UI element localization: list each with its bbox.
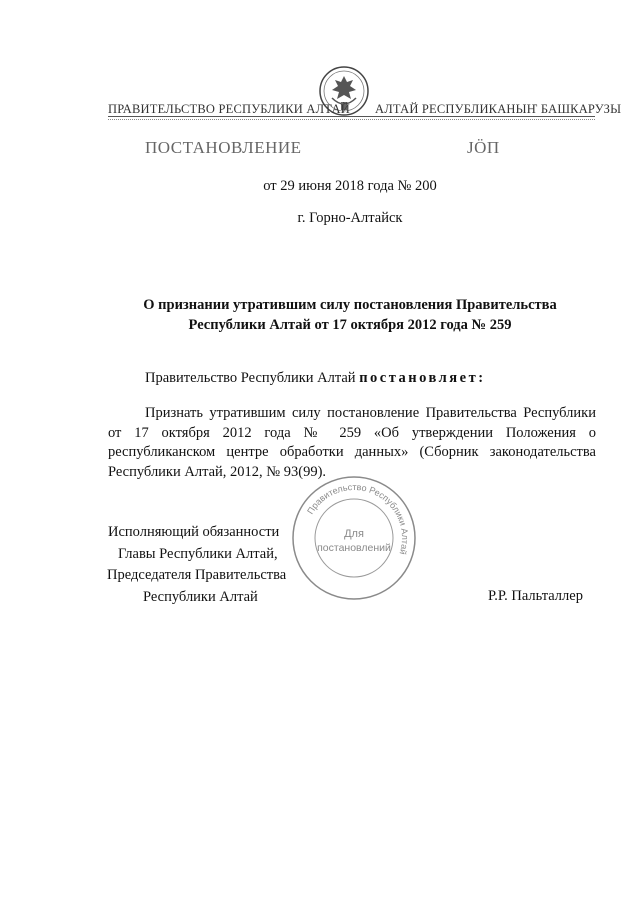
signature-line-1: Исполняющий обязанности [108,524,280,540]
body-paragraph: Признать утратившим силу постановление Правительства Республики от 17 октября 2012 года № 259 «Об утверждении Положения о республиканском центре обработки данных» (Сборник законодательства Республики Алтай, 2012, № 93(99). [108,405,596,480]
stamp-center-line-1: Для [344,528,364,540]
signatory-name: Р.Р. Пальталлер [488,588,583,604]
official-stamp [290,474,418,602]
title-line-1: О признании утратившим силу постановления Правительства [143,297,557,313]
title-line-2: Республики Алтай от 17 октября 2012 года № 259 [188,317,512,333]
date-line: от 29 июня 2018 года № 200 [263,178,437,194]
preamble-verb: постановляет: [359,370,486,386]
stamp-center-line-2: постановлений [317,542,391,554]
header-divider-dotted [108,119,595,120]
city-line: г. Горно-Алтайск [297,210,403,226]
preamble-prefix: Правительство Республики Алтай [145,370,360,386]
doc-type-alt: JÖП [467,138,500,157]
signature-line-3: Председателя Правительства [107,567,287,583]
document-title [100,295,600,335]
doc-type-ru: ПОСТАНОВЛЕНИЕ [145,138,302,157]
header-divider [108,116,595,117]
header-left-text: ПРАВИТЕЛЬСТВО РЕСПУБЛИКИ АЛТАЙ [108,102,350,116]
signature-line-2: Главы Республики Алтай, [118,545,278,562]
signature-block [100,522,300,608]
signature-line-4: Республики Алтай [143,588,258,605]
preamble [145,368,486,388]
header-right-text: АЛТАЙ РЕСПУБЛИКАНЫҤ БАШКАРУЗЫ [375,102,622,116]
stamp-ring-text: Правительство Республики Алтай [305,481,411,556]
